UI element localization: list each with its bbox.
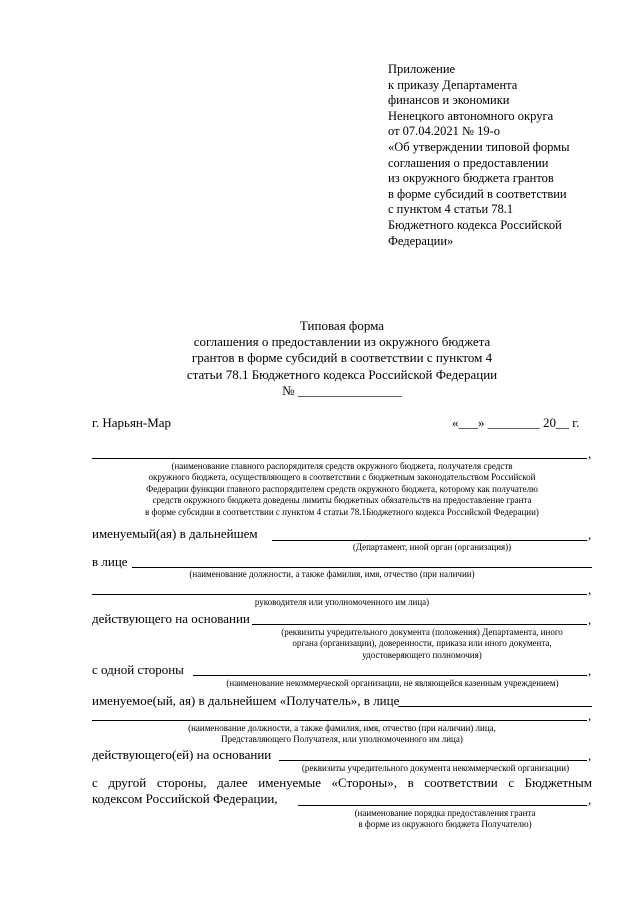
appendix-line: Федерации» bbox=[388, 233, 454, 248]
comma: , bbox=[588, 612, 592, 627]
position-note: (наименование должности, а также фамилия, имя, отчество (при наличии) bbox=[189, 569, 475, 579]
named-recipient-label: именуемое(ый, ая) в дальнейшем «Получатель», в лице bbox=[92, 693, 400, 708]
note-line: органа (организации), доверенности, приказа или иного документа, bbox=[292, 638, 552, 649]
in-person-label: в лице bbox=[92, 554, 128, 569]
date: «___» ________ 20__ г. bbox=[452, 415, 580, 430]
title-line: статьи 78.1 Бюджетного кодекса Российской Федерации bbox=[186, 366, 498, 382]
note-line: (наименование главного распорядителя средств окружного бюджета, получателя средств bbox=[171, 461, 513, 471]
grantor-field-line[interactable] bbox=[92, 458, 587, 459]
head-note: руководителя или уполномоченного им лица) bbox=[254, 597, 430, 607]
note-line: окружного бюджета, осуществляющего в соответствии с бюджетным законодательством Российской bbox=[148, 472, 536, 483]
appendix-line: Приложение bbox=[388, 62, 456, 76]
appendix-line: соглашения о предоставлении bbox=[388, 155, 549, 170]
other-side-line-2: кодексом Российской Федерации, bbox=[92, 791, 278, 806]
acting-on-label: действующего на основании bbox=[92, 611, 250, 626]
comma: , bbox=[588, 582, 592, 597]
grantor-note bbox=[92, 461, 592, 518]
comma: , bbox=[588, 527, 592, 542]
comma: , bbox=[588, 748, 592, 763]
note-line: средств окружного бюджета доведены лимиты бюджетных обязательств на предоставление гранта bbox=[152, 495, 532, 506]
title-line: грантов в форме субсидий в соответствии с пунктом 4 bbox=[191, 350, 493, 366]
head-field-line[interactable] bbox=[92, 594, 587, 595]
title-line: соглашения о предоставлении из окружного бюджета bbox=[193, 334, 491, 350]
ngo-field-line[interactable] bbox=[193, 675, 587, 676]
other-side-line-1: с другой стороны, далее именуемые «Стороны», в соответствии с Бюджетным bbox=[92, 775, 592, 790]
appendix-line: Бюджетного кодекса Российской bbox=[388, 217, 562, 232]
position-field-line[interactable] bbox=[132, 567, 592, 568]
appendix-line: финансов и экономики bbox=[388, 93, 510, 108]
document-title bbox=[92, 318, 592, 399]
comma: , bbox=[588, 663, 592, 678]
department-note: (Департамент, иной орган (организация)) bbox=[352, 542, 512, 552]
recipient-rep-field-line[interactable] bbox=[92, 720, 587, 721]
ngo-note: (наименование некоммерческой организации, не являющейся казенным учреждением) bbox=[226, 678, 559, 688]
ngo-docs-note: (реквизиты учредительного документа некоммерческой организации) bbox=[301, 763, 570, 773]
note-line: в форме субсидии в соответствии с пунктом 4 статьи 78.1Бюджетного кодекса Российской Федерации) bbox=[145, 506, 539, 517]
appendix-line: от 07.04.2021 № 19-о bbox=[388, 124, 501, 139]
basis-note bbox=[252, 627, 592, 661]
appendix-line: «Об утверждении типовой формы bbox=[388, 139, 570, 154]
title-line: Типовая форма bbox=[299, 318, 385, 333]
recipient-person-field-line[interactable] bbox=[398, 706, 592, 707]
named-label: именуемый(ая) в дальнейшем bbox=[92, 526, 258, 541]
procedure-field-line[interactable] bbox=[298, 805, 587, 806]
appendix-line: Ненецкого автономного округа bbox=[388, 108, 554, 123]
appendix-block bbox=[388, 62, 618, 249]
agreement-number: № ________________ bbox=[282, 382, 402, 398]
comma: , bbox=[588, 792, 592, 807]
procedure-note bbox=[298, 808, 592, 831]
note-line: (наименование порядка предоставления гранта bbox=[354, 808, 536, 818]
basis-field-line[interactable] bbox=[252, 624, 587, 625]
note-line: в форме из окружного бюджета Получателю) bbox=[358, 819, 532, 830]
appendix-line: в форме субсидий в соответствии bbox=[388, 186, 567, 201]
appendix-line: к приказу Департамента bbox=[388, 77, 518, 92]
one-side-label: с одной стороны bbox=[92, 662, 184, 677]
appendix-line: с пунктом 4 статьи 78.1 bbox=[388, 202, 514, 217]
appendix-line: из окружного бюджета грантов bbox=[388, 171, 554, 186]
note-line: Представляющего Получателя, или уполномоченного им лица) bbox=[221, 734, 463, 745]
comma: , bbox=[588, 446, 592, 461]
recipient-rep-note bbox=[92, 723, 592, 746]
note-line: удостоверяющего полномочия) bbox=[362, 649, 482, 660]
acting-on-2-label: действующего(ей) на основании bbox=[92, 747, 272, 762]
note-line: (реквизиты учредительного документа (положения) Департамента, иного bbox=[281, 627, 563, 637]
place: г. Нарьян-Мар bbox=[92, 415, 172, 430]
ngo-docs-field-line[interactable] bbox=[279, 760, 587, 761]
department-field-line[interactable] bbox=[272, 540, 587, 541]
note-line: Федерации функции главного распорядителем средств окружного бюджета, которому как получателю bbox=[146, 483, 538, 494]
note-line: (наименование должности, а также фамилия, имя, отчество (при наличии) лица, bbox=[188, 723, 496, 733]
comma: , bbox=[588, 708, 592, 723]
